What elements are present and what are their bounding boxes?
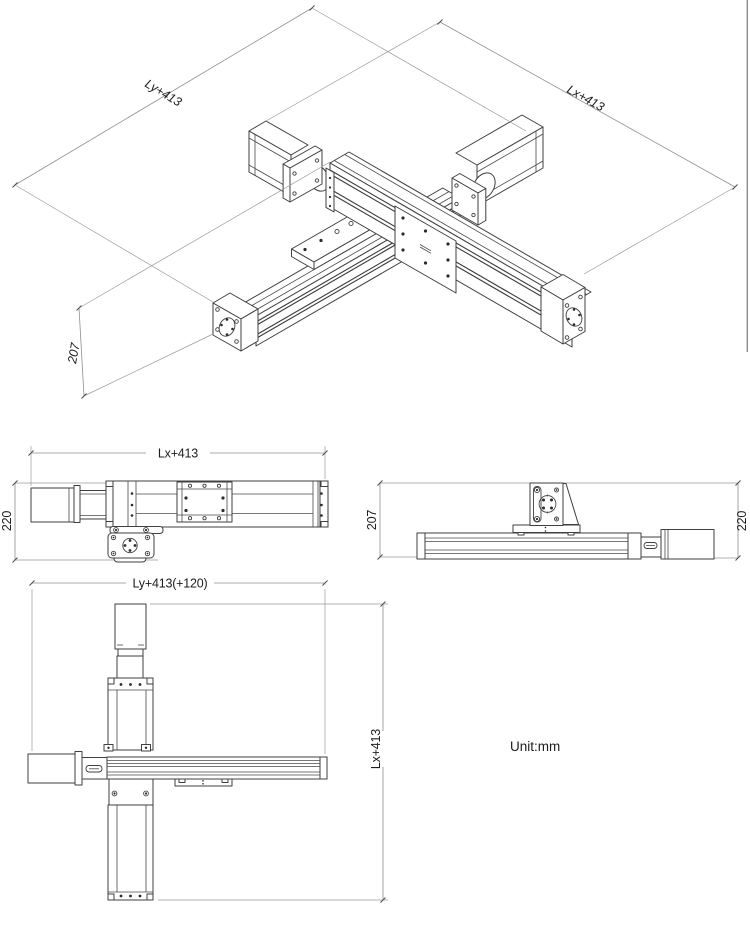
front-dim-width xyxy=(29,446,328,486)
iso-view xyxy=(13,0,748,399)
side-motor xyxy=(661,530,714,560)
plan-y-motor xyxy=(115,604,146,678)
iso-dim-height-label: 207 xyxy=(65,342,83,365)
side-dim-height-left-label: 207 xyxy=(365,509,379,531)
side-dim-height-right xyxy=(712,481,749,561)
side-y-axis-bracket xyxy=(513,483,580,535)
iso-y-motor xyxy=(452,115,543,225)
side-dim-height-right-label: 220 xyxy=(735,510,749,532)
front-carriage-plate xyxy=(177,482,232,522)
front-motor xyxy=(31,486,106,523)
plan-x-rail xyxy=(107,757,327,779)
plan-x-carriage-plate xyxy=(175,779,232,786)
plan-dim-width xyxy=(30,577,328,755)
side-view xyxy=(365,481,749,561)
plan-x-motor xyxy=(28,752,107,786)
plan-dim-width-label: Ly+413(+120) xyxy=(132,576,208,591)
plan-dim-height xyxy=(150,602,388,903)
iso-x-end-block xyxy=(541,275,585,345)
unit-note: Unit:mm xyxy=(510,739,561,754)
plan-crossing-plate xyxy=(109,779,153,805)
side-coupling-housing xyxy=(641,537,661,557)
front-dim-height-label: 220 xyxy=(0,510,14,532)
front-y-flange xyxy=(108,527,163,563)
plan-y-rail-upper xyxy=(104,678,153,751)
front-view xyxy=(0,446,328,563)
side-rail xyxy=(417,533,641,559)
iso-dim-lx-label: Lx+413 xyxy=(564,82,607,115)
front-dim-width-label: Lx+413 xyxy=(157,446,199,461)
iso-x-motor xyxy=(249,121,334,202)
plan-view xyxy=(28,577,388,903)
plan-dim-height-label: Lx+413 xyxy=(369,728,383,770)
side-dim-height-left xyxy=(365,481,418,560)
iso-dim-ly-label: Ly+413 xyxy=(142,76,184,110)
plan-y-rail-lower xyxy=(108,805,153,900)
